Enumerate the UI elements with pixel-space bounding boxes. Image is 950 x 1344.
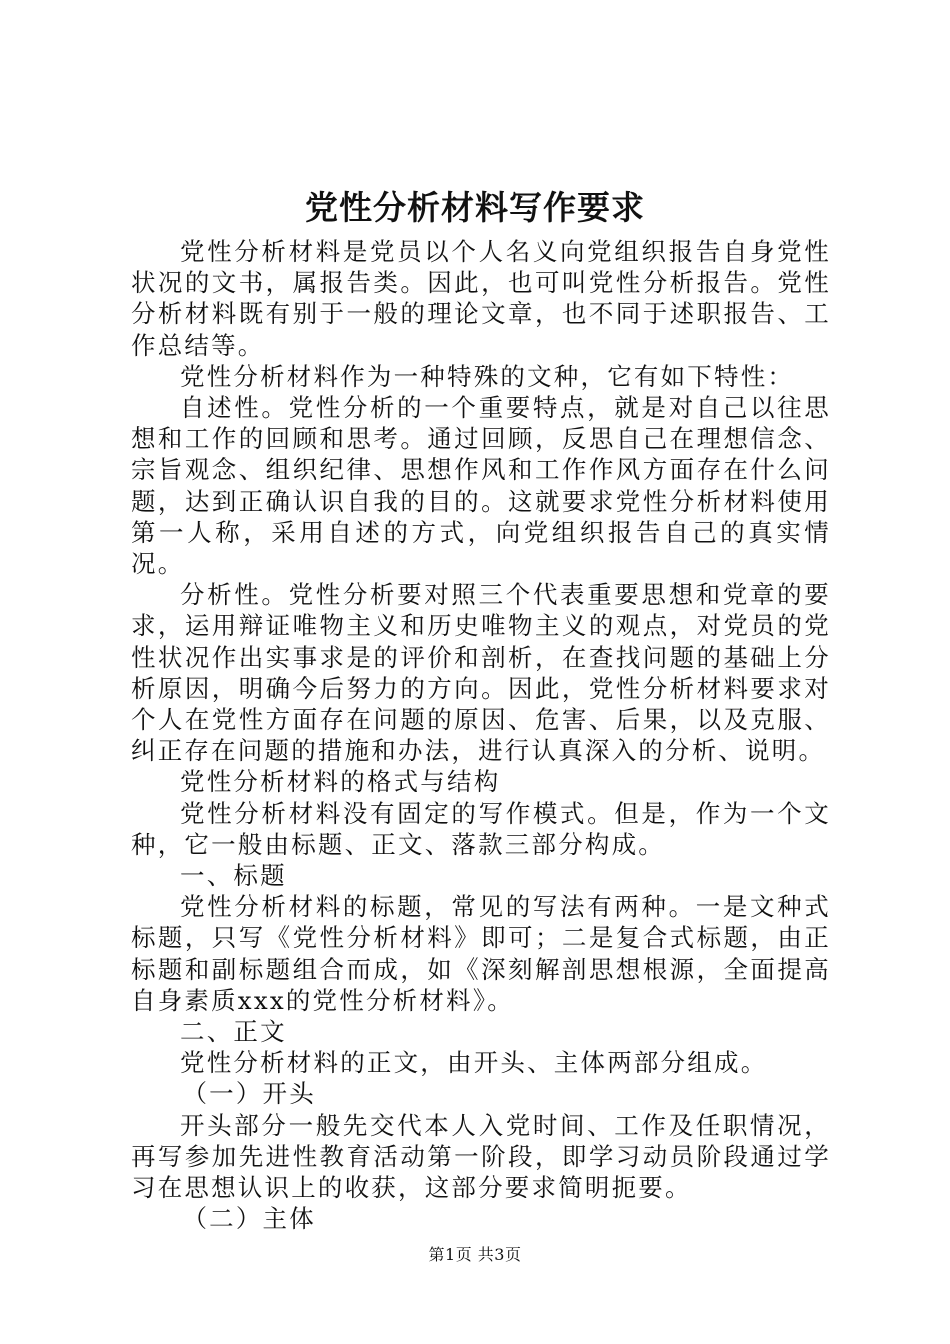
section-heading-body: 二、正文 [180, 1017, 287, 1047]
paragraph-body-parts: 党性分析材料的正文，由开头、主体两部分组成。 [180, 1048, 768, 1078]
paragraph-analytical: 分析性。党性分析要对照三个代表重要思想和党章的要求，运用辩证唯物主义和历史唯物主义的观点，对党员的党性状况作出实事求是的评价和剖析，在查找问题的基础上分析原因，明确今后努力的方向。因此，党性分析材料要求对个人在党性方面存在问题的原因、危害、后果，以及克服、纠正存在问题的措施和办法，进行认真深入的分析、说明。 [131, 580, 831, 766]
section-heading-title: 一、标题 [180, 861, 287, 891]
document-body [131, 236, 831, 1235]
document-title: 党性分析材料写作要求 [305, 188, 645, 227]
paragraph-intro: 党性分析材料是党员以个人名义向党组织报告自身党性状况的文书，属报告类。因此，也可叫党性分析报告。党性分析材料既有别于一般的理论文章，也不同于述职报告、工作总结等。 [131, 237, 831, 360]
paragraph-self-narrative: 自述性。党性分析的一个重要特点，就是对自己以往思想和工作的回顾和思考。通过回顾，反思自己在理想信念、宗旨观念、组织纪律、思想作风和工作作风方面存在什么问题，达到正确认识自我的目的。这就要求党性分析材料使用第一人称，采用自述的方式，向党组织报告自己的真实情况。 [131, 393, 831, 579]
section-heading-format: 党性分析材料的格式与结构 [180, 767, 501, 797]
paragraph-title-types: 党性分析材料的标题，常见的写法有两种。一是文种式标题，只写《党性分析材料》即可；二是复合式标题，由正标题和副标题组合而成，如《深刻解剖思想根源，全面提高自身素质xxx的党性分析材料》。 [131, 892, 831, 1015]
paragraph-characteristics-intro: 党性分析材料作为一种特殊的文种，它有如下特性： [180, 361, 795, 391]
paragraph-opening: 开头部分一般先交代本人入党时间、工作及任职情况，再写参加先进性教育活动第一阶段，即学习动员阶段通过学习在思想认识上的收获，这部分要求简明扼要。 [131, 1110, 831, 1203]
paragraph-format: 党性分析材料没有固定的写作模式。但是，作为一个文种，它一般由标题、正文、落款三部分构成。 [131, 798, 831, 859]
subsection-heading-opening: （一）开头 [182, 1079, 316, 1109]
subsection-heading-main: （二）主体 [182, 1204, 316, 1234]
page-footer: 第1页 共3页 [428, 1245, 522, 1264]
